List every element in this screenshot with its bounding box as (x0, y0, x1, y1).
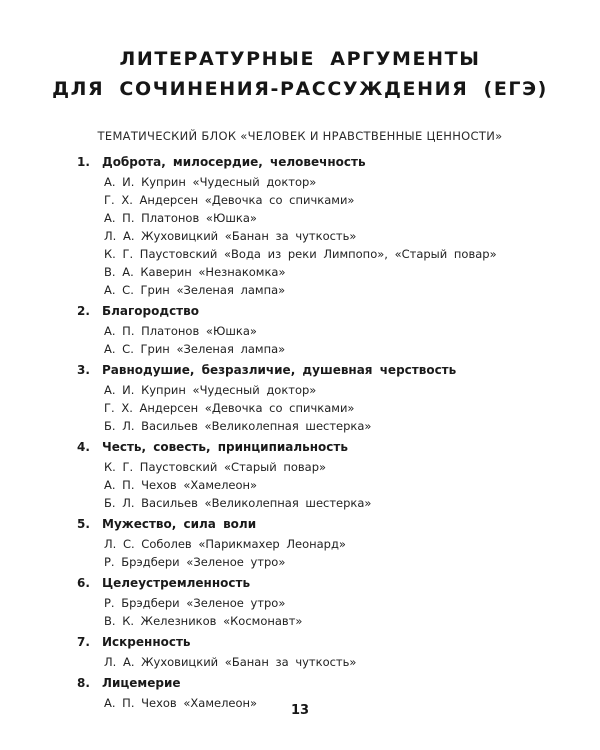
work-list-item: К. Г. Паустовский «Вода из реки Лимпопо», «Старый повар» (104, 247, 497, 261)
topic-number: 2. (77, 304, 90, 318)
topic-heading (0, 360, 600, 381)
topic-number: 5. (77, 517, 90, 531)
work-list-item: Л. А. Жуховицкий «Банан за чуткость» (104, 229, 357, 243)
work-list-item: А. П. Чехов «Хамелеон» (104, 696, 258, 710)
topic-title: Честь, совесть, принципиальность (102, 440, 348, 454)
topic-title: Доброта, милосердие, человечность (102, 155, 366, 169)
topic-title: Благородство (102, 304, 199, 318)
work-list-item: Б. Л. Васильев «Великолепная шестерка» (104, 419, 372, 433)
page-title (0, 44, 600, 104)
work-list-item: Б. Л. Васильев «Великолепная шестерка» (104, 496, 372, 510)
topic-heading (0, 152, 600, 173)
topic-heading (0, 573, 600, 594)
title-line-2: ДЛЯ СОЧИНЕНИЯ-РАССУЖДЕНИЯ (ЕГЭ) (52, 78, 548, 100)
work-list-item: Р. Брэдбери «Зеленое утро» (104, 596, 286, 610)
topic-heading (0, 514, 600, 535)
page-number: 13 (290, 703, 310, 718)
topic-heading (0, 632, 600, 653)
work-list-item: А. С. Грин «Зеленая лампа» (104, 283, 286, 297)
work-list-item: А. П. Платонов «Юшка» (104, 211, 257, 225)
work-list-item: К. Г. Паустовский «Старый повар» (104, 460, 327, 474)
work-list-item: А. П. Платонов «Юшка» (104, 324, 257, 338)
topic-heading (0, 301, 600, 322)
work-list-item: Г. Х. Андерсен «Девочка со спичками» (104, 193, 355, 207)
work-list-item: А. И. Куприн «Чудесный доктор» (104, 175, 317, 189)
work-list-item: Л. С. Соболев «Парикмахер Леонард» (104, 537, 346, 551)
title-line-1: ЛИТЕРАТУРНЫЕ АРГУМЕНТЫ (119, 48, 481, 70)
work-list-item: В. К. Железников «Космонавт» (104, 614, 303, 628)
topic-number: 6. (77, 576, 90, 590)
work-list-item: В. А. Каверин «Незнакомка» (104, 265, 286, 279)
section-header: ТЕМАТИЧЕСКИЙ БЛОК «ЧЕЛОВЕК И НРАВСТВЕННЫЕ ЦЕННОСТИ» (97, 129, 503, 143)
work-list-item: Л. А. Жуховицкий «Банан за чуткость» (104, 655, 357, 669)
topic-title: Лицемерие (102, 676, 181, 690)
topic-title: Искренность (102, 635, 191, 649)
topic-number: 1. (77, 155, 90, 169)
work-list-item: А. И. Куприн «Чудесный доктор» (104, 383, 317, 397)
topic-heading (0, 437, 600, 458)
topic-number: 8. (77, 676, 90, 690)
work-list-item: Р. Брэдбери «Зеленое утро» (104, 555, 286, 569)
topic-number: 7. (77, 635, 90, 649)
topic-number: 4. (77, 440, 90, 454)
topic-title: Целеустремленность (102, 576, 251, 590)
work-list-item: А. П. Чехов «Хамелеон» (104, 478, 258, 492)
topic-number: 3. (77, 363, 90, 377)
topic-list (0, 152, 600, 714)
work-list-item: А. С. Грин «Зеленая лампа» (104, 342, 286, 356)
work-list-item: Г. Х. Андерсен «Девочка со спичками» (104, 401, 355, 415)
topic-title: Равнодушие, безразличие, душевная черствость (102, 363, 457, 377)
topic-title: Мужество, сила воли (102, 517, 257, 531)
topic-heading (0, 673, 600, 694)
